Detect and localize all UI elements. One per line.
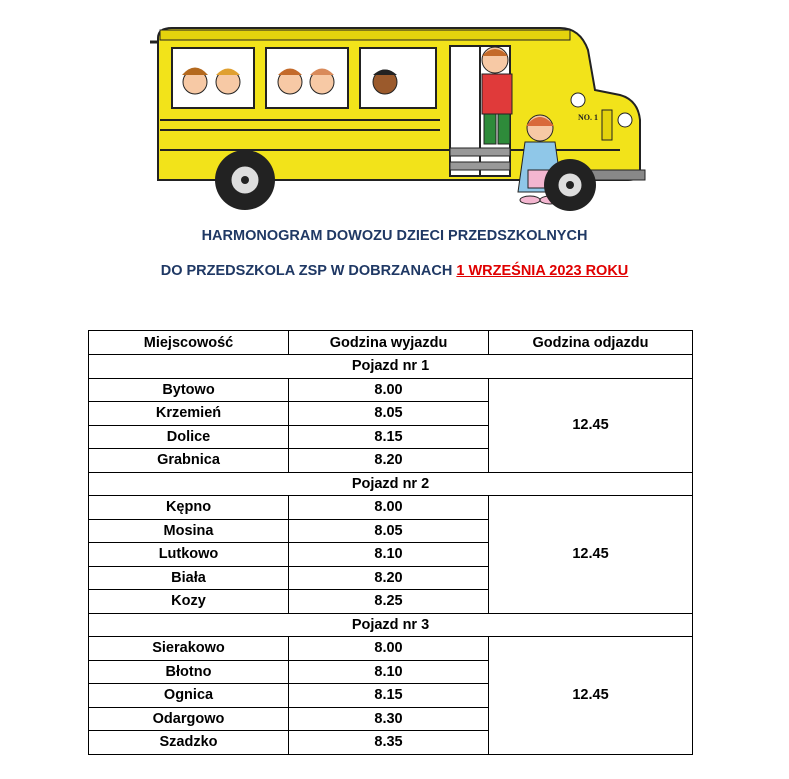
vehicle-group-row (89, 472, 693, 496)
place-cell: Odargowo (89, 707, 289, 731)
subtitle-prefix: DO PRZEDSZKOLA ZSP W DOBRZANACH (160, 263, 453, 279)
header-row (89, 331, 693, 355)
place-cell: Biała (89, 566, 289, 590)
departure-time-cell: 8.10 (289, 660, 489, 684)
header-return: Godzina odjazdu (489, 331, 693, 355)
header-departure: Godzina wyjazdu (289, 331, 489, 355)
schedule-table (88, 330, 693, 755)
place-cell: Krzemień (89, 402, 289, 426)
place-cell: Ognica (89, 684, 289, 708)
schedule-body (89, 355, 693, 755)
departure-time-cell: 8.15 (289, 425, 489, 449)
school-bus-illustration (150, 20, 650, 212)
place-cell: Kozy (89, 590, 289, 614)
table-row (89, 378, 693, 402)
departure-time-cell: 8.05 (289, 402, 489, 426)
departure-time-cell: 8.20 (289, 449, 489, 473)
table-row (89, 496, 693, 520)
departure-time-cell: 8.15 (289, 684, 489, 708)
place-cell: Bytowo (89, 378, 289, 402)
vehicle-label: Pojazd nr 3 (89, 613, 693, 637)
page-subtitle (0, 263, 789, 279)
departure-time-cell: 8.00 (289, 496, 489, 520)
vehicle-label: Pojazd nr 1 (89, 355, 693, 379)
place-cell: Błotno (89, 660, 289, 684)
place-cell: Sierakowo (89, 637, 289, 661)
departure-time-cell: 8.35 (289, 731, 489, 755)
place-cell: Lutkowo (89, 543, 289, 567)
bus-icon (150, 20, 650, 212)
vehicle-label: Pojazd nr 2 (89, 472, 693, 496)
vehicle-group-row (89, 355, 693, 379)
page-title: HARMONOGRAM DOWOZU DZIECI PRZEDSZKOLNYCH (201, 228, 588, 244)
place-cell: Grabnica (89, 449, 289, 473)
bus-plate-text: NO. 1 (578, 113, 598, 122)
vehicle-group-row (89, 613, 693, 637)
departure-time-cell: 8.05 (289, 519, 489, 543)
subtitle-date: 1 WRZEŚNIA 2023 ROKU (456, 263, 629, 279)
departure-time-cell: 8.20 (289, 566, 489, 590)
header-place: Miejscowość (89, 331, 289, 355)
place-cell: Kępno (89, 496, 289, 520)
place-cell: Szadzko (89, 731, 289, 755)
departure-time-cell: 8.30 (289, 707, 489, 731)
place-cell: Dolice (89, 425, 289, 449)
departure-time-cell: 8.10 (289, 543, 489, 567)
return-time-cell: 12.45 (489, 637, 693, 755)
departure-time-cell: 8.25 (289, 590, 489, 614)
departure-time-cell: 8.00 (289, 378, 489, 402)
return-time-cell: 12.45 (489, 378, 693, 472)
return-time-cell: 12.45 (489, 496, 693, 614)
table-row (89, 637, 693, 661)
departure-time-cell: 8.00 (289, 637, 489, 661)
place-cell: Mosina (89, 519, 289, 543)
